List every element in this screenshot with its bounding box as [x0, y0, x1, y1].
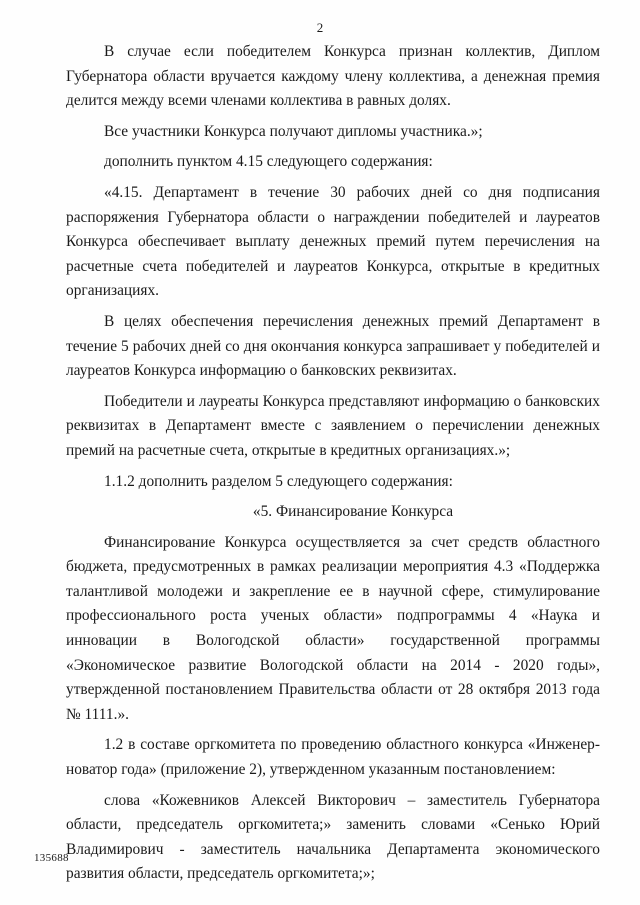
paragraph-participants-diplomas: Все участники Конкурса получают дипломы участника.»; [104, 122, 483, 140]
paragraph-bank-details-submission: Победители и лауреаты Конкурса представляют информацию о банковских реквизитах в Департамент вместе с заявлением о перечислении денежных премий на расчетные счета, открытые в кредитных организациях.»; [66, 392, 600, 459]
paragraph-point-4-15: «4.15. Департамент в течение 30 рабочих дней со дня подписания распоряжения Губернатора области о награждении победителей и лауреатов Конкурса обеспечивает выплату денежных премий путем перечисления на расчетные счета победителей и лауреатов Конкурса, открытые в кредитных организациях. [66, 183, 600, 300]
paragraph-financing: Финансирование Конкурса осуществляется за счет средств областного бюджета, предусмотренных в рамках реализации мероприятия 4.3 «Поддержка талантливой молодежи и закрепление ее в научной сфере, стимулирование профессионального роста ученых области» подпрограммы 4 «Наука и инновации в Вологодской области» государственной программы «Экономическое развитие Вологодской области на 2014 - 2020 годы», утвержденной постановлением Правительства области от 28 октября 2013 года № 1111.». [66, 533, 600, 723]
paragraph-bank-details-request: В целях обеспечения перечисления денежных премий Департамент в течение 5 рабочих дней со дня окончания конкурса запрашивает у победителей и лауреатов Конкурса информацию о банковских реквизитах. [66, 312, 600, 380]
paragraph-replace-words: слова «Кожевников Алексей Викторович – заместитель Губернатора области, председатель оргкомитета;» заменить словами «Сенько Юрий Владимирович - заместитель начальника Департамента экономического развития области, председатель оргкомитета;»; [66, 791, 600, 883]
document-code: 135688 [34, 852, 69, 864]
paragraph-add-section-5: 1.1.2 дополнить разделом 5 следующего содержания: [104, 472, 453, 490]
paragraph-orgcommittee: 1.2 в составе оргкомитета по проведению областного конкурса «Инженер-новатор года» (приложение 2), утвержденном указанным постановлением: [66, 736, 600, 779]
paragraph-collective-winner: В случае если победителем Конкурса признан коллектив, Диплом Губернатора области вручается каждому члену коллектива, а денежная премия делится между всеми членами коллектива в равных долях. [66, 43, 600, 110]
section-5-heading: «5. Финансирование Конкурса [252, 503, 454, 521]
paragraph-add-point-4-15: дополнить пунктом 4.15 следующего содержания: [104, 153, 433, 171]
page-number: 2 [316, 20, 324, 35]
document-body [66, 40, 600, 893]
